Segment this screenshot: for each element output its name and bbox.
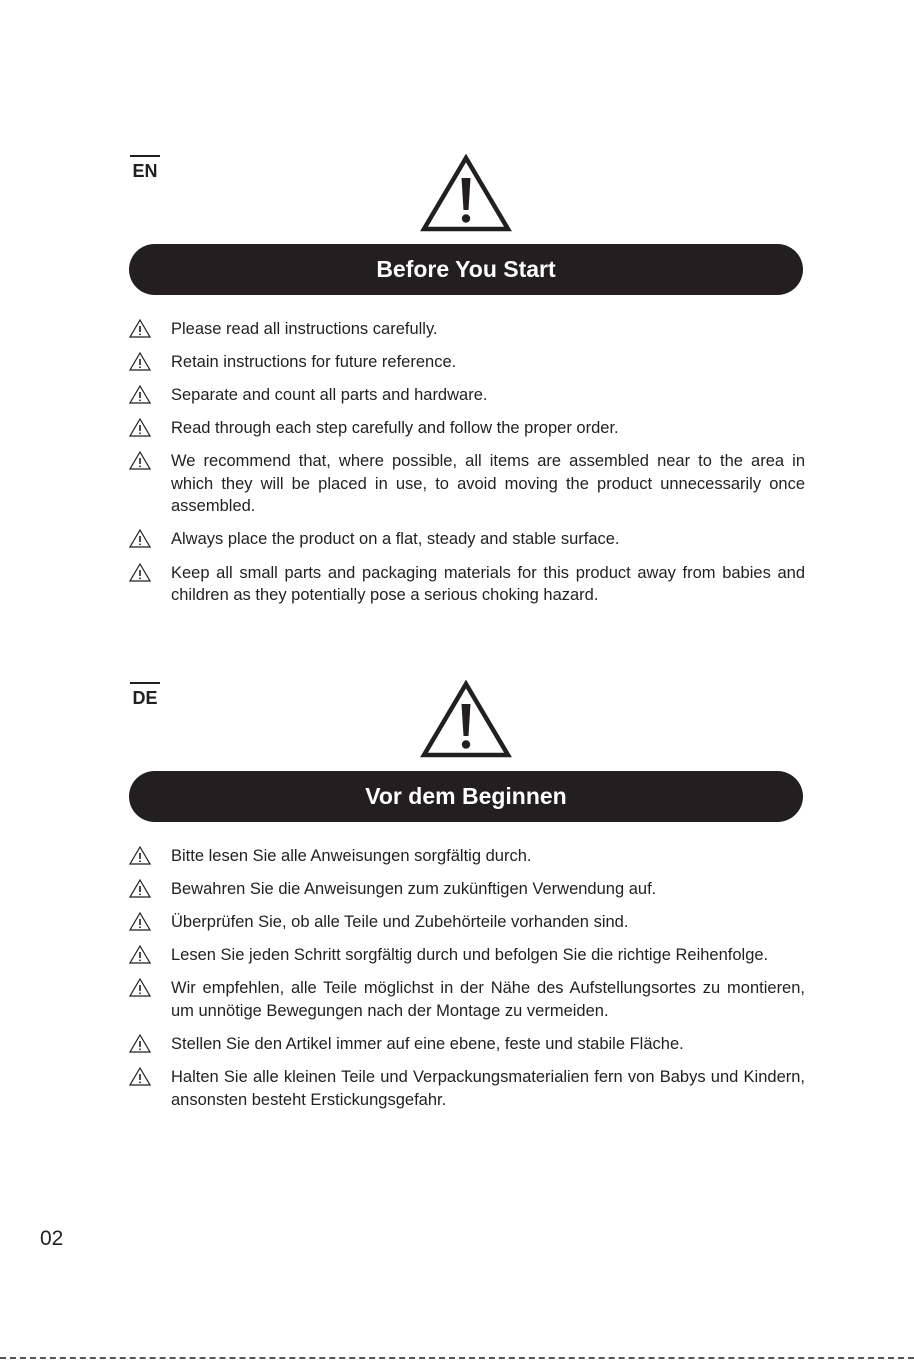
list-item: Bewahren Sie die Anweisungen zum zukünftigen Verwendung auf. (129, 878, 805, 901)
list-item: We recommend that, where possible, all items are assembled near to the area in which they will be placed in use, to avoid moving the product unnecessarily once assembled. (129, 450, 805, 518)
warning-triangle-icon (129, 385, 151, 404)
list-item: Wir empfehlen, alle Teile möglichst in der Nähe des Aufstellungsortes zu montieren, um unnötige Bewegungen nach der Montage zu vermeiden. (129, 977, 805, 1022)
list-item: Bitte lesen Sie alle Anweisungen sorgfältig durch. (129, 845, 805, 868)
list-item: Überprüfen Sie, ob alle Teile und Zubehörteile vorhanden sind. (129, 911, 805, 934)
warning-triangle-icon (129, 451, 151, 470)
warning-triangle-icon (129, 1034, 151, 1053)
section-heading-de: Vor dem Beginnen (129, 771, 803, 822)
instructions-list-en (129, 318, 805, 617)
warning-triangle-icon (129, 879, 151, 898)
list-item: Lesen Sie jeden Schritt sorgfältig durch und befolgen Sie die richtige Reihenfolge. (129, 944, 805, 967)
warning-triangle-icon (420, 154, 512, 232)
section-heading-en: Before You Start (129, 244, 803, 295)
warning-triangle-icon (129, 352, 151, 371)
warning-triangle-icon (129, 912, 151, 931)
warning-triangle-icon (129, 1067, 151, 1086)
warning-triangle-icon (129, 563, 151, 582)
language-tag-de: DE (130, 682, 160, 709)
warning-triangle-icon (129, 529, 151, 548)
page-bottom-rule (0, 1357, 914, 1359)
list-item: Halten Sie alle kleinen Teile und Verpackungsmaterialien fern von Babys und Kindern, ansonsten besteht Erstickungsgefahr. (129, 1066, 805, 1111)
list-item: Please read all instructions carefully. (129, 318, 805, 341)
list-item: Keep all small parts and packaging materials for this product away from babies and children as they potentially pose a serious choking hazard. (129, 562, 805, 607)
language-tag-en: EN (130, 155, 160, 182)
instructions-list-de (129, 845, 805, 1122)
warning-triangle-icon (420, 680, 512, 758)
warning-triangle-icon (129, 846, 151, 865)
list-item: Separate and count all parts and hardware. (129, 384, 805, 407)
page-number: 02 (40, 1227, 64, 1250)
list-item: Stellen Sie den Artikel immer auf eine ebene, feste und stabile Fläche. (129, 1033, 805, 1056)
list-item: Always place the product on a flat, steady and stable surface. (129, 528, 805, 551)
warning-triangle-icon (129, 945, 151, 964)
list-item: Retain instructions for future reference. (129, 351, 805, 374)
warning-triangle-icon (129, 978, 151, 997)
list-item: Read through each step carefully and follow the proper order. (129, 417, 805, 440)
warning-triangle-icon (129, 418, 151, 437)
warning-triangle-icon (129, 319, 151, 338)
